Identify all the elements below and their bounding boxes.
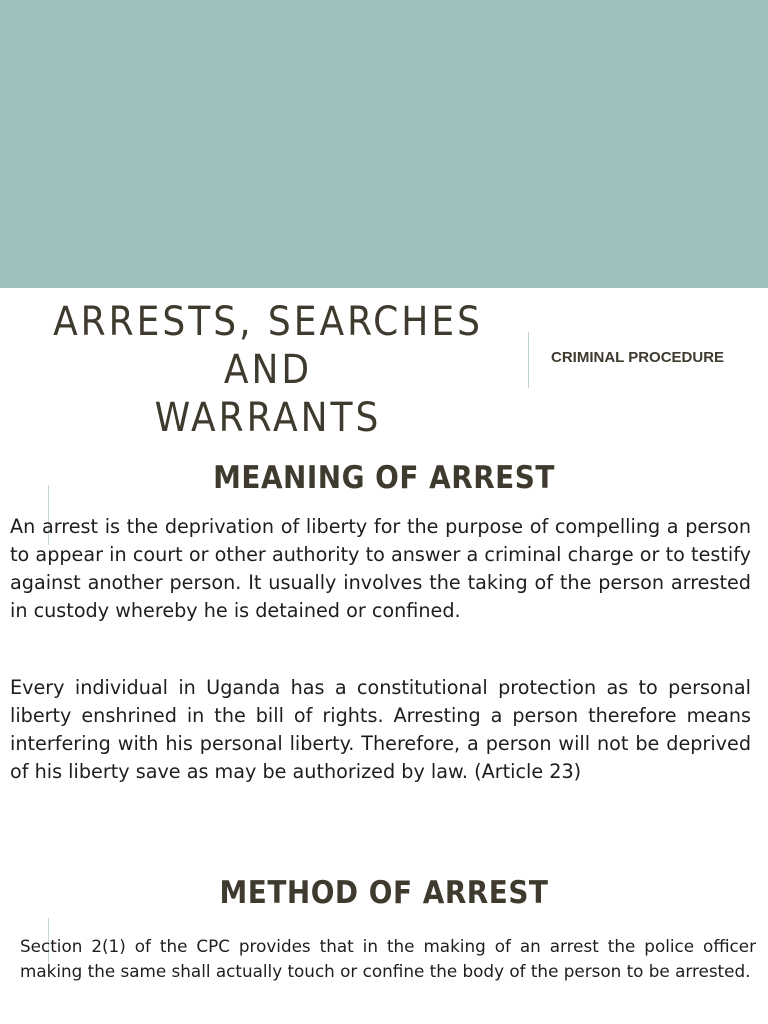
slide-title-line-1: ARRESTS, SEARCHES AND xyxy=(53,299,483,393)
header-banner xyxy=(0,0,768,288)
slide-title xyxy=(40,298,496,442)
title-divider xyxy=(528,332,529,388)
paragraph-section-2-cpc: Section 2(1) of the CPC provides that in the making of an arrest the police officer making the same shall actually touch or confine the body of the person to be arrested. xyxy=(20,936,756,981)
slide-title-line-2: WARRANTS xyxy=(154,395,382,441)
paragraph-arrest-definition: An arrest is the deprivation of liberty for the purpose of compelling a person to appear in court or other authority to answer a criminal charge or to testify against another person. It usually involves the taking of the person arrested in custody whereby he is detained or confined. xyxy=(10,515,751,622)
section-heading-method-of-arrest: METHOD OF ARREST xyxy=(219,875,549,911)
paragraph-constitutional-protection: Every individual in Uganda has a constitutional protection as to personal liberty enshrined in the bill of rights. Arresting a person therefore means interfering with his personal liberty. Therefore, a person will not be deprived of his liberty save as may be authorized by law. (Article 23) xyxy=(10,676,751,783)
slide-subtitle: CRIMINAL PROCEDURE xyxy=(551,349,725,366)
section-heading-meaning-of-arrest: MEANING OF ARREST xyxy=(213,460,555,496)
